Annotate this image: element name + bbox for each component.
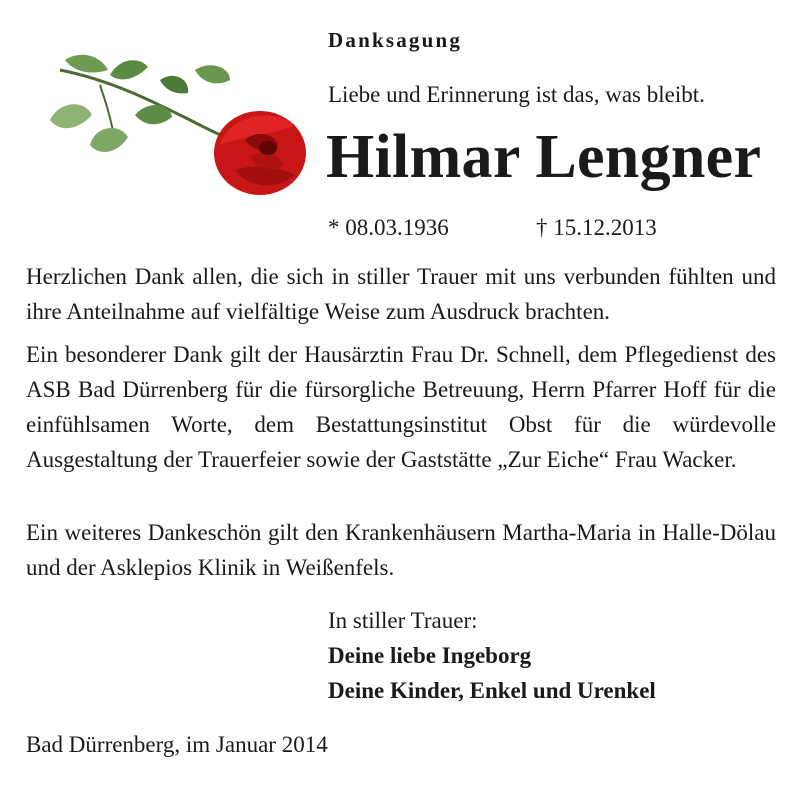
special-thanks-paragraph: Ein besonderer Dank gilt der Hausärztin Frau Dr. Schnell, dem Pflegedienst des ASB Bad Dürrenberg für die fürsorgliche Betreuung, Herrn Pfarrer Hoff für die einfühlsamen Worte, dem Bestattungsinstitut Obst für die würdevolle Ausgestaltung der Trauerfeier sowie der Gaststätte „Zur Eiche“ Frau Wacker. xyxy=(26,342,776,472)
mourners-intro: In stiller Trauer: xyxy=(328,608,478,633)
red-rose-icon xyxy=(40,45,310,200)
notice-heading: Danksagung xyxy=(328,28,463,52)
place-date: Bad Dürrenberg, im Januar 2014 xyxy=(26,732,328,757)
birth-date: * 08.03.1936 xyxy=(328,215,449,240)
thanks-paragraph: Herzlichen Dank allen, die sich in stiller Trauer mit uns verbunden fühlten und ihre Anteilnahme auf vielfältige Weise zum Ausdruck brachten. xyxy=(26,264,776,324)
motto: Liebe und Erinnerung ist das, was bleibt. xyxy=(328,82,705,107)
mourners-line: Deine liebe Ingeborg xyxy=(328,643,532,668)
mourners-line: Deine Kinder, Enkel und Urenkel xyxy=(328,678,656,703)
further-thanks-paragraph: Ein weiteres Dankeschön gilt den Krankenhäusern Martha-Maria in Halle-Dölau und der Asklepios Klinik in Weißenfels. xyxy=(26,520,776,580)
deceased-name: Hilmar Lengner xyxy=(326,123,762,191)
death-date: † 15.12.2013 xyxy=(536,215,657,240)
